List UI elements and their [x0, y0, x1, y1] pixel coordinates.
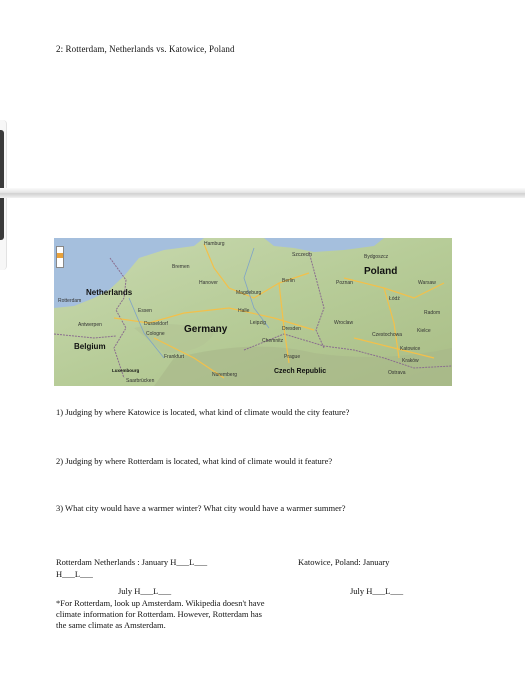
- map-label-netherlands: Netherlands: [86, 288, 133, 297]
- map-city-ostrava: Ostrava: [388, 370, 406, 376]
- map-city-wroclaw: Wroclaw: [334, 320, 354, 326]
- map-city-chemnitz: Chemnitz: [262, 338, 284, 344]
- map-city-poznan: Poznan: [336, 280, 353, 286]
- map-label-poland: Poland: [364, 266, 398, 277]
- map-city-bydgoszcz: Bydgoszcz: [364, 254, 389, 260]
- rotterdam-july: July H___L___: [118, 586, 172, 596]
- map-city-dresden: Dresden: [282, 326, 301, 332]
- map-city-hamburg: Hamburg: [204, 241, 225, 247]
- map-city-kielce: Kielce: [417, 328, 431, 334]
- map-label-luxembourg: Luxembourg: [112, 368, 140, 373]
- map-city-magdeburg: Magdeburg: [236, 290, 262, 296]
- map-city-saarbrucken: Saarbrücken: [126, 378, 155, 384]
- map-city-frankfurt: Frankfurt: [164, 354, 185, 360]
- map-image: [54, 238, 452, 386]
- map-city-rotterdam: Rotterdam: [58, 298, 82, 304]
- map-city-berlin: Berlin: [282, 278, 295, 284]
- map-city-hanover: Hanover: [199, 280, 218, 286]
- page-divider: [0, 188, 525, 198]
- map-zoom-control[interactable]: [56, 246, 64, 268]
- rotterdam-january-cont: H___L___: [56, 569, 93, 579]
- map-city-lodz: Łódź: [389, 296, 400, 302]
- map-city-warsaw: Warsaw: [418, 280, 436, 286]
- question-1: 1) Judging by where Katowice is located, what kind of climate would the city feature?: [56, 407, 350, 417]
- katowice-january: Katowice, Poland: January: [298, 557, 390, 567]
- map-city-bremen: Bremen: [172, 264, 190, 270]
- map-city-essen: Essen: [138, 308, 152, 314]
- map-zoom-slider[interactable]: [57, 253, 63, 258]
- map-city-prague: Prague: [284, 354, 301, 360]
- rotterdam-january: Rotterdam Netherlands : January H___L___: [56, 557, 208, 567]
- map-city-krakow: Kraków: [402, 358, 419, 364]
- map-city-halle: Halle: [238, 308, 250, 314]
- rotterdam-note: *For Rotterdam, look up Amsterdam. Wikipedia doesn't have climate information for Rotterdam. However, Rotterdam has the same climate as Amsterdam.: [56, 598, 265, 630]
- map-city-katowice: Katowice: [400, 346, 421, 352]
- map-label-czech-republic: Czech Republic: [274, 368, 327, 375]
- map-city-szczecin: Szczecin: [292, 252, 313, 258]
- map-label-germany: Germany: [184, 324, 228, 335]
- question-2: 2) Judging by where Rotterdam is located, what kind of climate would it feature?: [56, 456, 333, 466]
- map-city-dusseldorf: Dusseldorf: [144, 321, 168, 327]
- map-terrain: [54, 238, 452, 386]
- page-heading: 2: Rotterdam, Netherlands vs. Katowice, Poland: [56, 44, 235, 54]
- katowice-july: July H___L___: [350, 586, 404, 596]
- side-panel-handle[interactable]: [0, 130, 4, 240]
- map-city-antwerpen: Antwerpen: [78, 322, 102, 328]
- map-city-cologne: Cologne: [146, 331, 165, 337]
- map-city-leipzig: Leipzig: [250, 320, 266, 326]
- question-3: 3) What city would have a warmer winter? What city would have a warmer summer?: [56, 503, 346, 513]
- map-label-belgium: Belgium: [74, 342, 106, 351]
- map-city-nuremberg: Nuremberg: [212, 372, 238, 378]
- map-city-czestochowa: Czestochowa: [372, 332, 403, 338]
- map-city-radom: Radom: [424, 310, 441, 316]
